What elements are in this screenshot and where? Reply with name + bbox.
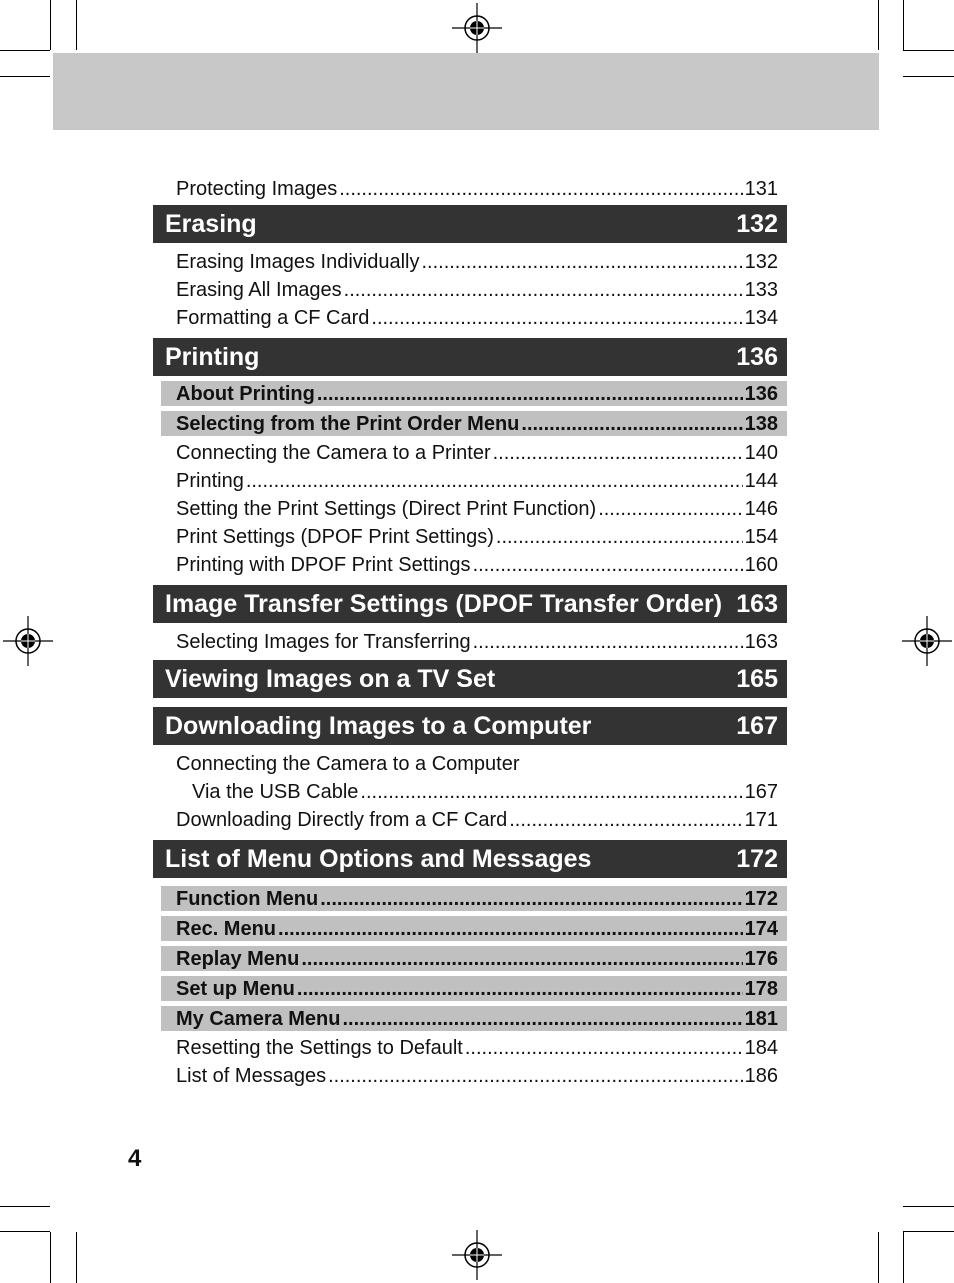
registration-mark-icon [452, 1230, 502, 1280]
crop-mark [50, 0, 51, 50]
crop-mark [0, 50, 50, 51]
crop-mark [903, 0, 904, 50]
toc-item[interactable]: List of Messages ..... 186 [153, 1059, 787, 1087]
toc-section-header[interactable]: Image Transfer Settings (DPOF Transfer Order) 163 [153, 585, 787, 623]
toc-item[interactable]: Erasing Images Individually ..... 132 [153, 245, 787, 273]
toc-section-header[interactable]: Printing 136 [153, 338, 787, 376]
registration-mark-icon [3, 616, 53, 666]
toc-item[interactable]: Setting the Print Settings (Direct Print Function) ..... 146 [153, 492, 787, 520]
toc-item[interactable]: Protecting Images ..... 131 [153, 172, 787, 200]
crop-mark [0, 1206, 50, 1207]
header-band [53, 53, 879, 130]
toc-subsection[interactable]: Function Menu ..... 172 [161, 886, 787, 911]
toc-subsection[interactable]: Rec. Menu ..... 174 [161, 916, 787, 941]
toc-subsection[interactable]: Selecting from the Print Order Menu ..... 138 [161, 411, 787, 436]
crop-mark [878, 1232, 879, 1283]
toc-subsection[interactable]: About Printing ..... 136 [161, 381, 787, 406]
toc-item[interactable]: Via the USB Cable ..... 167 [153, 775, 787, 803]
crop-mark [0, 76, 50, 77]
crop-mark [76, 0, 77, 50]
crop-mark [903, 76, 954, 77]
crop-mark [903, 1232, 904, 1283]
toc-subsection[interactable]: My Camera Menu ..... 181 [161, 1006, 787, 1031]
toc-subsection[interactable]: Set up Menu ..... 178 [161, 976, 787, 1001]
toc-subsection[interactable]: Replay Menu ..... 176 [161, 946, 787, 971]
toc-section-header[interactable]: List of Menu Options and Messages 172 [153, 840, 787, 878]
toc-item[interactable]: Connecting the Camera to a Computer [176, 753, 520, 775]
table-of-contents [153, 172, 787, 1087]
toc-item[interactable]: Print Settings (DPOF Print Settings) ..... 154 [153, 520, 787, 548]
toc-item[interactable]: Resetting the Settings to Default ..... 184 [153, 1031, 787, 1059]
toc-item[interactable]: Connecting the Camera to a Printer ..... 140 [153, 436, 787, 464]
crop-mark [903, 1231, 954, 1232]
page-number: 4 [128, 1145, 142, 1172]
registration-mark-icon [902, 616, 952, 666]
toc-item[interactable]: Erasing All Images ..... 133 [153, 273, 787, 301]
toc-section-header[interactable]: Erasing 132 [153, 205, 787, 243]
toc-section-header[interactable]: Downloading Images to a Computer 167 [153, 707, 787, 745]
toc-section-header[interactable]: Viewing Images on a TV Set 165 [153, 660, 787, 698]
crop-mark [50, 1232, 51, 1283]
registration-mark-icon [452, 3, 502, 53]
toc-item[interactable]: Downloading Directly from a CF Card ..... 171 [153, 803, 787, 831]
toc-item[interactable]: Formatting a CF Card ..... 134 [153, 301, 787, 329]
toc-item[interactable]: Printing with DPOF Print Settings ..... 160 [153, 548, 787, 576]
crop-mark [0, 1231, 50, 1232]
crop-mark [903, 50, 954, 51]
toc-item[interactable]: Selecting Images for Transferring ..... 163 [153, 625, 787, 653]
toc-item[interactable]: Printing ..... 144 [153, 464, 787, 492]
crop-mark [903, 1206, 954, 1207]
crop-mark [76, 1232, 77, 1283]
crop-mark [878, 0, 879, 50]
